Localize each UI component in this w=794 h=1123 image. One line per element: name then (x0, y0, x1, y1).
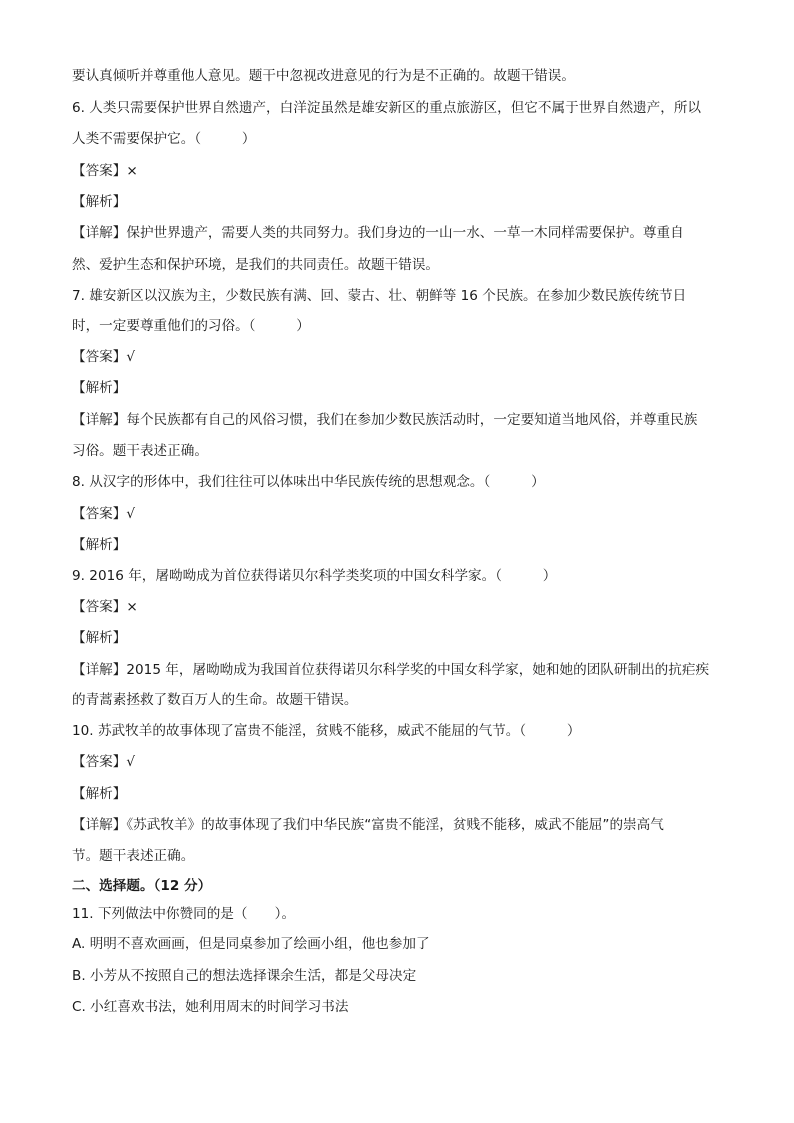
option-c: C. 小红喜欢书法，她利用周末的时间学习书法 (72, 999, 349, 1015)
answer-label: 【答案】√ (72, 349, 136, 365)
question-8: 8. 从汉字的形体中，我们往往可以体味出中华民族传统的思想观念。（ ） (72, 474, 545, 490)
question-9: 9. 2016 年，屠呦呦成为首位获得诺贝尔科学类奖项的中国女科学家。（ ） (72, 568, 557, 584)
detail-text: 【详解】保护世界遗产，需要人类的共同努力。我们身边的一山一水、一草一木同样需要保护。尊重自 (72, 225, 684, 241)
option-a: A. 明明不喜欢画画，但是同桌参加了绘画小组，他也参加了 (72, 936, 430, 952)
text-line: 节。题干表述正确。 (72, 848, 195, 864)
analysis-label: 【解析】 (72, 537, 127, 553)
text-line: 然、爱护生态和保护环境，是我们的共同责任。故题干错误。 (72, 257, 440, 273)
answer-label: 【答案】× (72, 163, 138, 179)
question-6: 6. 人类只需要保护世界自然遗产，白洋淀虽然是雄安新区的重点旅游区，但它不属于世界自然遗产，所以 (72, 100, 702, 116)
question-11: 11. 下列做法中你赞同的是（ ）。 (72, 906, 296, 922)
answer-label: 【答案】√ (72, 754, 136, 770)
option-b: B. 小芳从不按照自己的想法选择课余生活，都是父母决定 (72, 968, 417, 984)
analysis-label: 【解析】 (72, 194, 127, 210)
answer-label: 【答案】× (72, 599, 138, 615)
detail-text: 【详解】2015 年，屠呦呦成为我国首位获得诺贝尔科学奖的中国女科学家，她和她的团队研制出的抗疟疾 (72, 662, 710, 678)
analysis-label: 【解析】 (72, 786, 127, 802)
question-10: 10. 苏武牧羊的故事体现了富贵不能淫，贫贱不能移，威武不能屈的气节。（ ） (72, 723, 581, 739)
detail-text: 【详解】《苏武牧羊》的故事体现了我们中华民族“富贵不能淫，贫贱不能移，威武不能屈”的崇高气 (72, 817, 664, 833)
analysis-label: 【解析】 (72, 380, 127, 396)
text-line: 习俗。题干表述正确。 (72, 443, 208, 459)
section-heading: 二、选择题。（12 分） (72, 878, 212, 894)
text-line: 时，一定要尊重他们的习俗。（ ） (72, 318, 310, 334)
text-line: 人类不需要保护它。（ ） (72, 131, 256, 147)
question-7: 7. 雄安新区以汉族为主，少数民族有满、回、蒙古、壮、朝鲜等 16 个民族。在参加少数民族传统节日 (72, 288, 687, 304)
text-line: 的青蒿素拯救了数百万人的生命。故题干错误。 (72, 692, 358, 708)
text-line: 要认真倾听并尊重他人意见。题干中忽视改进意见的行为是不正确的。故题干错误。 (72, 68, 575, 84)
detail-text: 【详解】每个民族都有自己的风俗习惯，我们在参加少数民族活动时，一定要知道当地风俗，并尊重民族 (72, 412, 698, 428)
answer-label: 【答案】√ (72, 506, 136, 522)
analysis-label: 【解析】 (72, 630, 127, 646)
